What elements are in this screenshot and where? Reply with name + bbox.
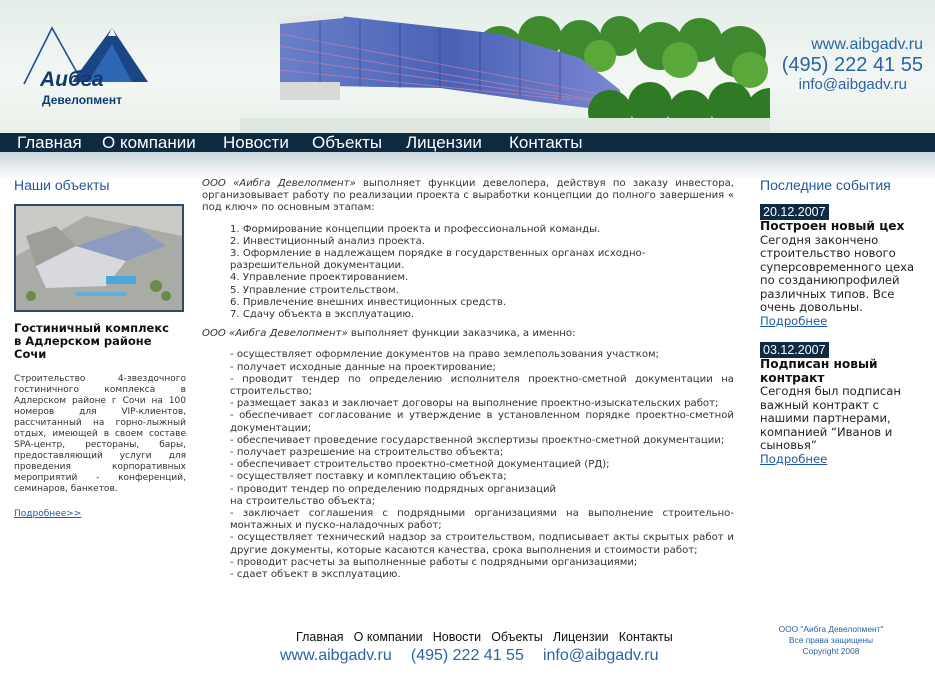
list-item: - сдает объект в эксплуатацию.: [230, 569, 401, 581]
duties-list: [202, 349, 734, 581]
logo-sub: Девелопмент: [42, 93, 122, 107]
intro-paragraph-1: [202, 178, 734, 215]
list-item: - обеспечивает согласование и утверждение в установленном порядке проектно-сметной документации;: [230, 410, 734, 434]
news-text: Сегодня был подписан важный контракт с нашими партнерами, компанией “Иванов и сыновья”: [760, 384, 901, 452]
logo-link[interactable]: [22, 22, 152, 112]
main-nav: [0, 133, 935, 152]
nav-objects[interactable]: Объекты: [312, 133, 383, 152]
footer-email-link[interactable]: info@aibgadv.ru: [542, 647, 659, 664]
list-item: - осуществляет технический надзор за строительством, подписывает акты скрытых работ и другие документы, которые касаются качества, срока выполнения и стоимости работ;: [230, 532, 734, 556]
news-item: [760, 339, 930, 466]
list-item: 1. Формирование концепции проекта и профессиональной команды.: [230, 223, 601, 235]
footer-nav-licenses[interactable]: Лицензии: [552, 630, 609, 644]
object-title[interactable]: [14, 322, 186, 361]
nav-about[interactable]: О компании: [102, 133, 196, 152]
list-item: - обеспечивает строительство проектно-сметной документацией (РД);: [230, 459, 610, 471]
list-item: 4. Управление проектированием.: [230, 272, 409, 284]
header: [0, 0, 935, 133]
copyright: [765, 624, 897, 657]
nav-news[interactable]: Новости: [223, 133, 289, 152]
object-title-line1: Гостиничный комплекс: [14, 321, 169, 335]
list-item: - осуществляет поставку и комплектацию объекта;: [230, 471, 507, 483]
nav-home[interactable]: Главная: [17, 133, 82, 152]
list-item: - заключает соглашения с подрядными организациями на выполнение строительно-монтажных и пуско-наладочных работ;: [230, 508, 734, 532]
list-item: - обеспечивает проведение государственной экспертизы проектно-сметной документации;: [230, 434, 725, 446]
logo-name: Аибга: [40, 68, 104, 91]
header-email-link[interactable]: info@aibgadv.ru: [798, 76, 907, 93]
header-contacts: [782, 36, 923, 94]
org-name-2: ООО «Аибга Девелопмент»: [202, 328, 348, 340]
footer-nav-contacts[interactable]: Контакты: [618, 630, 673, 644]
object-title-line2: в Адлерском районе Сочи: [14, 334, 152, 361]
list-item: - осуществляет оформление документов на право землепользования участком;: [230, 349, 660, 361]
news-text: Сегодня закончено строительство нового суперсовременного цеха по созданиюпрофилей различных типов. Все очень довольны.: [760, 232, 915, 314]
news-title[interactable]: Подписан новый контракт: [760, 357, 878, 385]
header-phone: (495) 222 41 55: [781, 54, 923, 76]
list-item: 3. Оформление в надлежащем порядке в государственных органах исходно-разрешительной документации.: [230, 248, 646, 272]
news-more-link[interactable]: Подробнее: [760, 451, 828, 466]
news-section-title: Последние события: [760, 177, 891, 193]
object-more-link[interactable]: Подробнее>>: [14, 509, 82, 519]
nav-licenses[interactable]: Лицензии: [406, 133, 482, 152]
news-column: [760, 201, 930, 466]
list-item: - проводит расчеты за выполненные работы с подрядными организациями;: [230, 556, 638, 568]
news-date: 20.12.2007: [760, 204, 829, 220]
sub-header-band: [0, 152, 935, 180]
list-item: 7. Сдачу объекта в эксплуатацию.: [230, 309, 415, 321]
footer-nav-home[interactable]: Главная: [296, 630, 344, 644]
footer-nav-objects[interactable]: Объекты: [491, 630, 543, 644]
footer-contacts: [280, 645, 673, 665]
list-item: - проводит тендер по определению исполнителя проектно-сметной документации на строительство;: [230, 373, 734, 398]
news-more-link[interactable]: Подробнее: [760, 313, 828, 328]
list-item: 5. Управление строительством.: [230, 284, 399, 296]
intro-paragraph-2: [202, 328, 734, 340]
object-thumbnail[interactable]: [14, 204, 184, 312]
left-section-title: Наши объекты: [14, 177, 110, 193]
footer-nav-news[interactable]: Новости: [432, 630, 482, 644]
list-item: - проводит тендер по определению подрядных организаций на строительство объекта;: [230, 483, 557, 507]
main-content: [202, 178, 734, 581]
list-item: - размещает заказ и заключает договоры на выполнение проектно-изыскательских работ;: [230, 398, 719, 410]
nav-contacts[interactable]: Контакты: [509, 133, 583, 152]
org-name: ООО «Аибга Девелопмент»: [202, 178, 356, 189]
building-illustration: [240, 0, 770, 133]
left-column: [14, 204, 186, 519]
copyright-company: ООО "Аибга Девелопмент": [778, 624, 884, 634]
list-item: - получает разрешение на строительство объекта;: [230, 447, 504, 459]
copyright-year: Copyright 2008: [802, 646, 860, 656]
list-item: 2. Инвестиционный анализ проекта.: [230, 235, 425, 247]
intro1-text: выполняет функции девелопера, действуя по заказу инвестора, организовывает работу по реализации проекта с выработки концепции до полного завершения « под ключ» по основным этапам:: [202, 178, 734, 214]
intro2-text: выполняет функции заказчика, а именно:: [347, 328, 576, 340]
news-title[interactable]: Построен новый цех: [760, 219, 905, 233]
news-item: [760, 201, 930, 328]
copyright-rights: Все права защищены: [788, 635, 874, 645]
stages-list: [202, 224, 734, 322]
list-item: 6. Привлечение внешних инвестиционных средств.: [230, 296, 507, 308]
header-site-link[interactable]: www.aibgadv.ru: [811, 36, 923, 53]
object-description: Строительство 4-звездочного гостиничного комплекса в Адлерском районе г Сочи на 100 номеров для VIP-клиентов, рассчитанный на горно-лыжный отдых, имеющей в своем составе SPA-центр, рестораны, бары, предоставляющий услуги для проведения корпоративных мероприятий - конференций, семинаров, банкетов.: [14, 374, 186, 494]
footer-phone: (495) 222 41 55: [410, 647, 524, 664]
news-date: 03.12.2007: [760, 342, 829, 358]
footer-nav-about[interactable]: О компании: [353, 630, 423, 644]
footer-nav: [296, 626, 678, 645]
footer-site-link[interactable]: www.aibgadv.ru: [280, 647, 392, 664]
list-item: - получает исходные данные на проектирование;: [230, 361, 496, 373]
